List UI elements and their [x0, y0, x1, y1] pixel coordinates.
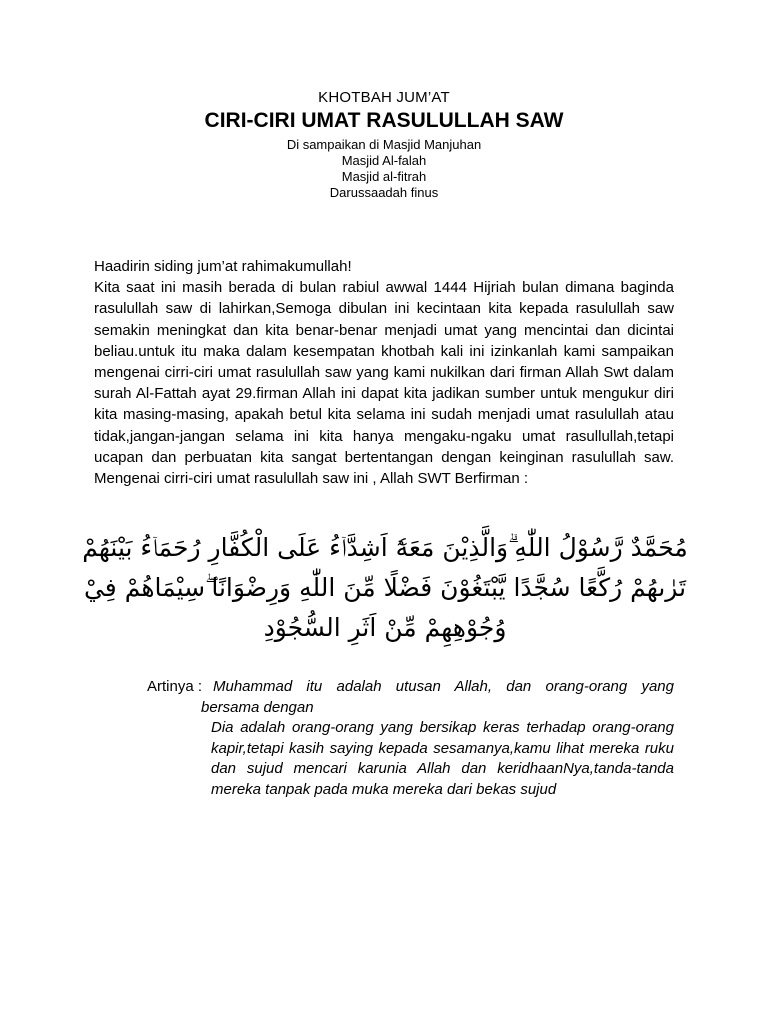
translation-label: Artinya : — [147, 678, 203, 695]
venue-line-4: Darussaadah finus — [329, 185, 439, 200]
venue-line-3: Masjid al-fitrah — [341, 169, 427, 184]
translation-first-line: Muhammad itu adalah utusan Allah, dan orang-orang yang — [213, 678, 674, 695]
sermon-body — [94, 256, 674, 489]
body-paragraph: Kita saat ini masih berada di bulan rabiul awwal 1444 Hijriah bulan dimana baginda rasulullah saw di lahirkan,Semoga dibulan ini kecintaan kita kepada rasulullah saw semakin meningkat dan kita benar-benar menjadi umat yang mencintai dan dicintai beliau.untuk itu maka dalam kesempatan khotbah kali ini izinkanlah kami sampaikan mengenai cirri-ciri umat rasulullah saw yang kami nukilkan dari firman Allah Swt dalam surah Al-Fattah ayat 29.firman Allah ini dapat kita jadikan sumber untuk mengukur diri kita masing-masing, apakah betul kita selama ini sudah menjadi umat rasulullah atau tidak,jangan-jangan selama ini kita hanya mengaku-ngaku umat rasullullah,tetapi ucapan dan perbuatan kita sangat bertentangan dengan keinginan rasulullah saw. Mengenai cirri-ciri umat rasulullah saw ini , Allah SWT Berfirman : — [94, 279, 674, 488]
translation-second-line: bersama dengan — [201, 698, 314, 716]
greeting-line: Haadirin siding jum’at rahimakumullah! — [94, 258, 352, 275]
sermon-title: CIRI-CIRI UMAT RASULULLAH SAW — [204, 109, 564, 132]
translation-body: Dia adalah orang-orang yang bersikap keras terhadap orang-orang kapir,tetapi kasih saying kepada sesamanya,kamu lihat mereka ruku dan sujud mencari karunia Allah dan keridhaanNya,tanda-tanda mereka tanpak pada muka mereka dari bekas sujud — [211, 719, 674, 798]
quran-verse-arabic: مُحَمَّدٌ رَّسُوْلُ اللّٰهِ ۗوَالَّذِيْنَ مَعَهٗٓ اَشِدَّاۤءُ عَلَى الْكُفَّارِ رُحَمَاۤءُ بَيْنَهُمْ تَرٰىهُمْ رُكَّعًا سُجَّدًا يَّبْتَغُوْنَ فَضْلًا مِّنَ اللّٰهِ وَرِضْوَانًا ۖسِيْمَاهُمْ فِيْ وُجُوْهِهِمْ مِّنْ اَثَرِ السُّجُوْدِ — [82, 533, 688, 642]
venue-line-1: Di sampaikan di Masjid Manjuhan — [286, 137, 482, 152]
venue-line-2: Masjid Al-falah — [341, 153, 427, 168]
sermon-kicker: KHOTBAH JUM’AT — [318, 89, 450, 106]
